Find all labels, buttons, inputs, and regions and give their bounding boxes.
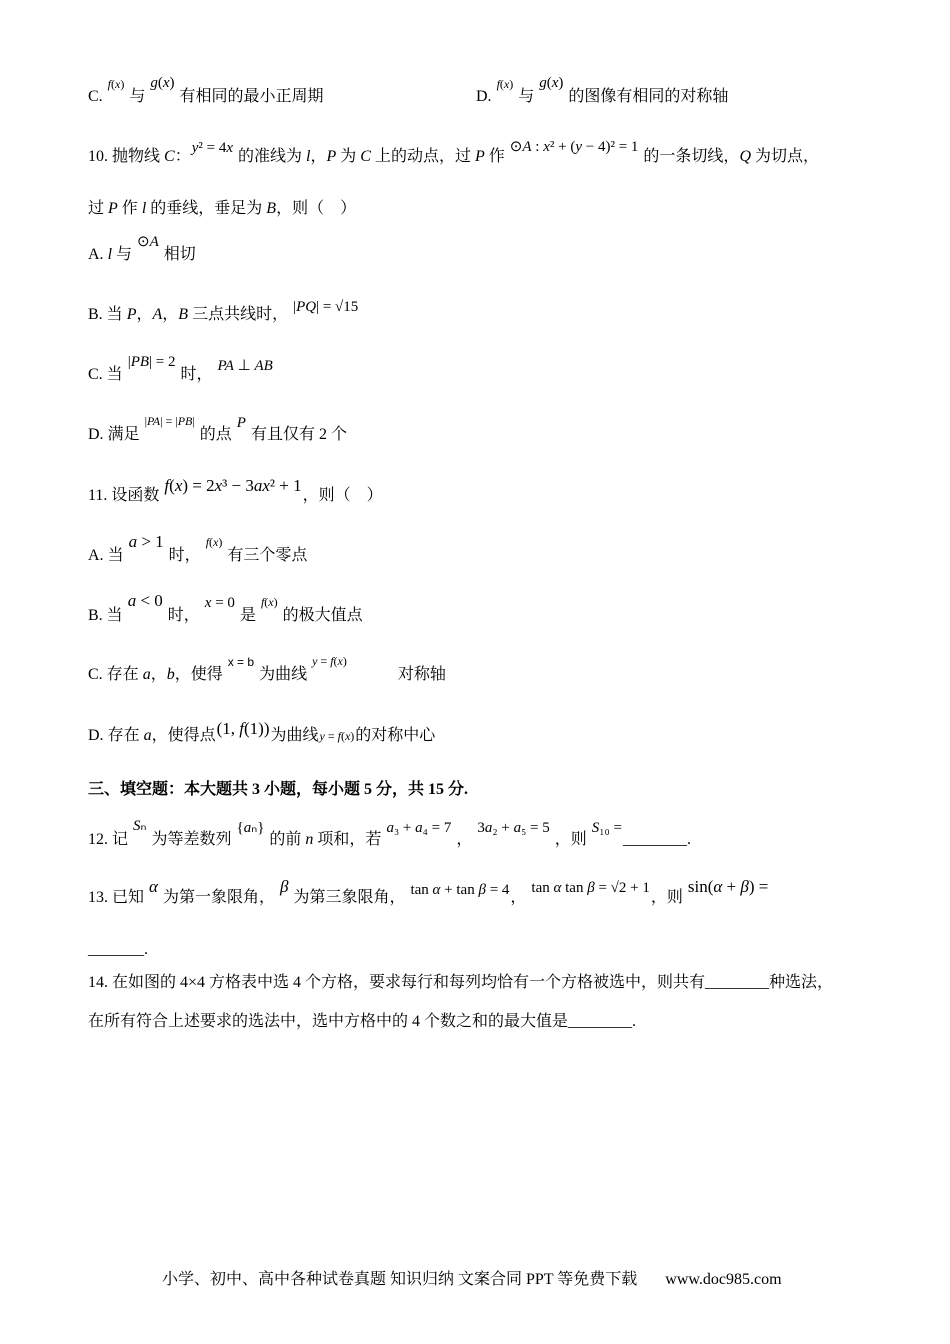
math-expression: α xyxy=(149,877,158,896)
math-expression: tan α + tan β = 4 xyxy=(410,882,510,898)
question-12 xyxy=(88,818,691,850)
option-text: 时， xyxy=(180,366,213,383)
option-label: D. xyxy=(476,88,492,105)
q14-line-1 xyxy=(88,973,833,993)
q10-stem-line-2 xyxy=(88,199,356,219)
math-expression: Sₙ xyxy=(133,818,147,834)
option-text: 有相同的最小正周期 xyxy=(179,88,324,105)
question-number: 12. xyxy=(88,831,108,848)
option-label: A. xyxy=(88,547,104,564)
option-text: 时， xyxy=(167,607,200,624)
option-text: 的对称中心 xyxy=(355,727,436,744)
q10-stem-line-1 xyxy=(88,139,820,167)
math-expression: (1, f(1)) xyxy=(216,719,270,738)
question-number: 14. xyxy=(88,974,108,991)
option-text: 当 P，A，B 三点共线时， xyxy=(106,306,289,323)
q10-option-c xyxy=(88,354,274,385)
option-label: C. xyxy=(88,366,103,383)
math-expression: f(x) = 2x³ − 3ax² + 1 xyxy=(164,476,302,495)
option-text: 相切 xyxy=(163,246,196,263)
option-text: 为曲线 xyxy=(259,666,308,683)
stem-text: 设函数 xyxy=(111,487,160,504)
option-text: 与 xyxy=(518,88,535,105)
math-expression: |PQ| = √15 xyxy=(293,299,359,315)
option-text: 有三个零点 xyxy=(227,547,308,564)
q9-option-d xyxy=(476,75,729,107)
math-expression: sin(α + β) = xyxy=(687,877,769,896)
stem-text: 在所有符合上述要求的选法中，选中方格中的 4 个数之和的最大值是________. xyxy=(88,1013,637,1030)
option-text: 当 xyxy=(106,607,123,624)
math-expression: y = f(x) xyxy=(312,654,347,668)
math-expression: {aₙ} xyxy=(236,820,265,836)
math-expression: ⊙A : x² + (y − 4)² = 1 xyxy=(509,139,639,155)
math-expression: x = 0 xyxy=(204,595,235,611)
question-number: 10. xyxy=(88,148,108,165)
option-text: 与 xyxy=(129,88,146,105)
q11-option-c xyxy=(88,654,446,685)
question-number: 13. xyxy=(88,889,108,906)
footer-url: www.doc985.com xyxy=(665,1271,782,1288)
option-text: 的图像有相同的对称轴 xyxy=(568,88,729,105)
option-text: 当 xyxy=(106,366,123,383)
math-expression: y² = 4x xyxy=(191,140,234,156)
option-text: 为曲线 xyxy=(270,727,319,744)
stem-text: 的一条切线，Q 为切点， xyxy=(643,148,820,165)
q11-option-b xyxy=(88,591,363,625)
q13-stem xyxy=(88,877,769,907)
math-expression: |PB| = 2 xyxy=(127,354,176,370)
q11-stem xyxy=(88,476,383,505)
stem-text: 的前 n 项和，若 xyxy=(269,831,382,848)
q13-answer-line xyxy=(88,940,148,960)
math-expression: x = b xyxy=(227,655,255,669)
answer-blank: _______. xyxy=(88,941,148,958)
math-expression: g(x) xyxy=(539,75,564,91)
math-expression: ⊙A xyxy=(137,234,159,250)
q10-option-b xyxy=(88,299,359,325)
section-heading xyxy=(88,780,468,800)
option-label: C. xyxy=(88,666,103,683)
q9-option-c xyxy=(88,75,324,107)
option-label: D. xyxy=(88,727,104,744)
q14-line-2 xyxy=(88,1012,636,1032)
option-text: 的极大值点 xyxy=(282,607,363,624)
q10-option-a xyxy=(88,234,196,265)
question-number: 11. xyxy=(88,487,108,504)
option-text: 满足 xyxy=(107,426,140,443)
stem-text: ，则（ ） xyxy=(302,487,383,504)
footer-text: 小学、初中、高中各种试卷真题 知识归纳 文案合同 PPT 等免费下载 xyxy=(162,1271,638,1288)
math-expression: y = f(x) xyxy=(319,729,355,743)
q11-option-a xyxy=(88,532,308,565)
option-text: 的点 xyxy=(199,426,232,443)
math-expression: tan α tan β = √2 + 1 xyxy=(531,880,650,896)
stem-text: ， xyxy=(456,831,473,848)
math-expression: a < 0 xyxy=(127,591,163,610)
stem-text: 已知 xyxy=(112,889,145,906)
stem-text: ，则 xyxy=(554,831,587,848)
option-text: 时， xyxy=(168,547,201,564)
answer-blank: ________. xyxy=(622,831,691,848)
stem-text: ， xyxy=(510,889,527,906)
stem-text: 为等差数列 xyxy=(151,831,232,848)
option-text: l 与 xyxy=(107,246,133,263)
math-expression: P xyxy=(236,415,246,431)
option-label: C. xyxy=(88,88,103,105)
math-expression: g(x) xyxy=(150,75,175,91)
section-title: 三、填空题：本大题共 3 小题，每小题 5 分，共 15 分. xyxy=(88,781,469,798)
math-expression: f(x) xyxy=(496,77,514,91)
math-expression: |PA| = |PB| xyxy=(144,414,195,428)
option-label: D. xyxy=(88,426,104,443)
stem-text: 的准线为 l，P 为 C 上的动点，过 P 作 xyxy=(238,148,505,165)
stem-text: 为第三象限角， xyxy=(293,889,406,906)
stem-text: 记 xyxy=(112,831,129,848)
math-expression: f(x) xyxy=(260,595,278,609)
math-expression: f(x) xyxy=(205,535,223,549)
stem-text: 为第一象限角， xyxy=(162,889,275,906)
math-expression: S₁₀ = xyxy=(591,820,622,836)
math-expression: a₃ + a₄ = 7 xyxy=(386,820,452,836)
math-expression: a > 1 xyxy=(128,532,164,551)
option-text: 存在 a，b，使得 xyxy=(106,666,223,683)
math-expression: f(x) xyxy=(107,77,125,91)
option-text: 对称轴 xyxy=(397,666,446,683)
option-text: 当 xyxy=(107,547,124,564)
math-expression: PA ⊥ AB xyxy=(217,358,273,374)
math-expression: 3a₂ + a₅ = 5 xyxy=(477,820,550,836)
stem-text: 在如图的 4×4 方格表中选 4 个方格，要求每行和每列均恰有一个方格被选中，则共有________种选法， xyxy=(112,974,834,991)
stem-text: 过 P 作 l 的垂线，垂足为 B，则（ ） xyxy=(88,200,357,217)
q10-option-d xyxy=(88,414,347,445)
option-text: 存在 a，使得点 xyxy=(107,727,216,744)
option-label: B. xyxy=(88,607,103,624)
option-text: 是 xyxy=(239,607,256,624)
stem-text: 抛物线 C： xyxy=(112,148,191,165)
option-label: A. xyxy=(88,246,104,263)
stem-text: ，则 xyxy=(650,889,683,906)
math-expression: β xyxy=(279,877,289,896)
option-text: 有且仅有 2 个 xyxy=(250,426,347,443)
option-label: B. xyxy=(88,306,103,323)
page-footer xyxy=(162,1270,782,1290)
q11-option-d xyxy=(88,719,436,745)
